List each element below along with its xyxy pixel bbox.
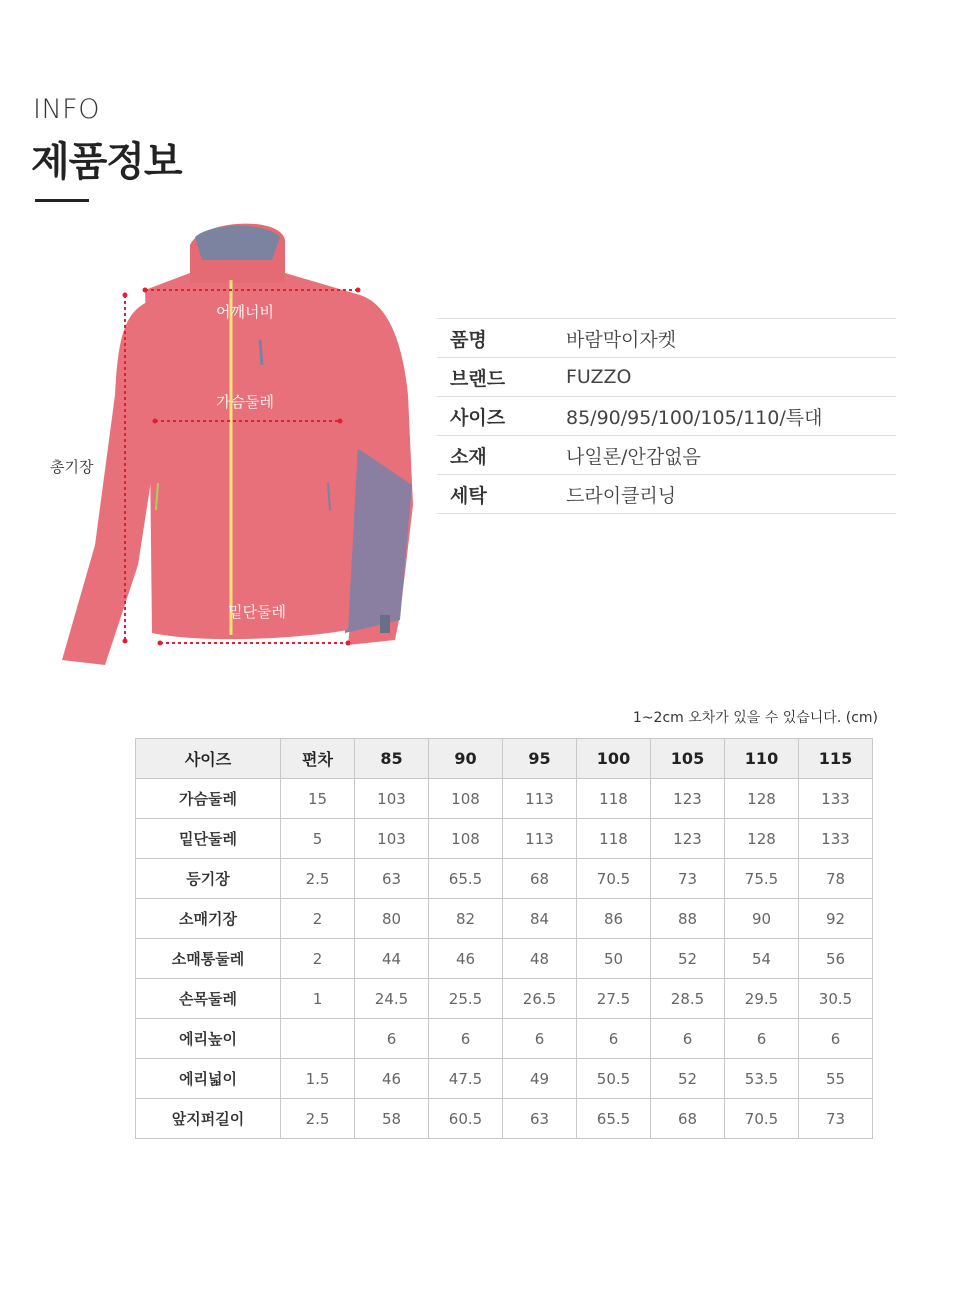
table-cell: 24.5 [355,979,429,1019]
table-row [136,979,873,1019]
table-cell: 6 [355,1019,429,1059]
info-key: 품명 [450,328,487,351]
table-row [136,779,873,819]
table-cell: 27.5 [577,979,651,1019]
section-title-en: INFO [33,94,100,125]
table-cell: 118 [577,779,651,819]
table-cell: 128 [725,819,799,859]
table-cell: 53.5 [725,1059,799,1099]
info-row-brand [437,358,896,397]
jacket-collar-lining [195,226,280,260]
table-cell: 55 [799,1059,873,1099]
table-cell: 103 [355,819,429,859]
table-cell: 63 [503,1099,577,1139]
table-cell: 113 [503,779,577,819]
table-cell: 46 [355,1059,429,1099]
table-cell: 65.5 [577,1099,651,1139]
row-header-cell: 에리넓이 [136,1059,281,1099]
title-underline [35,199,89,202]
table-cell: 92 [799,899,873,939]
table-cell: 2 [281,899,355,939]
row-header-cell: 앞지퍼길이 [136,1099,281,1139]
size-table [135,738,873,1139]
table-cell: 86 [577,899,651,939]
info-key: 소재 [450,445,487,468]
row-header-cell: 밑단둘레 [136,819,281,859]
row-header-cell: 등기장 [136,859,281,899]
table-cell: 6 [651,1019,725,1059]
table-cell: 133 [799,819,873,859]
section-title-ko: 제품정보 [31,139,182,185]
table-cell: 133 [799,779,873,819]
table-cell: 15 [281,779,355,819]
table-cell: 65.5 [429,859,503,899]
info-row-size [437,397,896,436]
chest-pocket-zip [260,340,262,365]
label-chest: 가슴둘레 [216,393,274,411]
table-cell: 44 [355,939,429,979]
table-cell: 48 [503,939,577,979]
jacket-cuff-tab [380,615,390,633]
header-cell: 90 [429,739,503,779]
table-cell: 2.5 [281,859,355,899]
table-cell: 2.5 [281,1099,355,1139]
table-cell: 68 [651,1099,725,1139]
table-row [136,1059,873,1099]
table-cell: 6 [725,1019,799,1059]
table-cell: 123 [651,779,725,819]
info-key: 사이즈 [450,406,506,429]
row-header-cell: 소매기장 [136,899,281,939]
header-cell: 95 [503,739,577,779]
info-row-material [437,436,896,475]
table-cell: 78 [799,859,873,899]
table-cell: 80 [355,899,429,939]
table-cell: 68 [503,859,577,899]
info-key: 브랜드 [450,367,506,390]
label-length: 총기장 [50,458,94,476]
table-cell: 82 [429,899,503,939]
table-cell: 63 [355,859,429,899]
header-cell: 110 [725,739,799,779]
table-cell: 25.5 [429,979,503,1019]
table-cell: 29.5 [725,979,799,1019]
table-cell [281,1019,355,1059]
table-cell: 113 [503,819,577,859]
info-value: 바람막이자켓 [566,328,677,351]
table-cell: 118 [577,819,651,859]
table-cell: 30.5 [799,979,873,1019]
jacket-body [145,273,360,639]
table-cell: 5 [281,819,355,859]
tolerance-note: 1~2cm 오차가 있을 수 있습니다. (cm) [632,710,878,726]
info-value: FUZZO [566,366,632,388]
table-cell: 54 [725,939,799,979]
table-cell: 56 [799,939,873,979]
table-cell: 103 [355,779,429,819]
table-row [136,859,873,899]
header-cell: 115 [799,739,873,779]
size-table-header-row [136,739,873,779]
table-cell: 58 [355,1099,429,1139]
table-cell: 70.5 [725,1099,799,1139]
table-cell: 108 [429,779,503,819]
row-header-cell: 손목둘레 [136,979,281,1019]
table-cell: 90 [725,899,799,939]
table-cell: 6 [503,1019,577,1059]
table-cell: 1.5 [281,1059,355,1099]
table-row [136,1019,873,1059]
header-cell: 사이즈 [136,739,281,779]
table-cell: 26.5 [503,979,577,1019]
table-cell: 49 [503,1059,577,1099]
table-cell: 73 [799,1099,873,1139]
table-row [136,1099,873,1139]
table-cell: 6 [799,1019,873,1059]
table-cell: 52 [651,939,725,979]
product-info-list [437,318,896,514]
label-hem: 밑단둘레 [228,603,286,621]
table-cell: 47.5 [429,1059,503,1099]
table-cell: 52 [651,1059,725,1099]
table-cell: 73 [651,859,725,899]
info-value: 드라이클리닝 [566,484,677,507]
row-header-cell: 소매통둘레 [136,939,281,979]
info-value: 85/90/95/100/105/110/특대 [566,406,823,429]
header-cell: 100 [577,739,651,779]
table-cell: 75.5 [725,859,799,899]
table-cell: 6 [429,1019,503,1059]
table-cell: 84 [503,899,577,939]
row-header-cell: 가슴둘레 [136,779,281,819]
table-cell: 46 [429,939,503,979]
table-cell: 50 [577,939,651,979]
info-row-washing [437,475,896,514]
table-cell: 128 [725,779,799,819]
header-cell: 85 [355,739,429,779]
table-row [136,819,873,859]
info-key: 세탁 [450,484,487,507]
header-cell: 편차 [281,739,355,779]
table-row [136,899,873,939]
label-shoulder: 어깨너비 [216,303,274,321]
table-cell: 123 [651,819,725,859]
table-cell: 1 [281,979,355,1019]
table-cell: 50.5 [577,1059,651,1099]
table-cell: 2 [281,939,355,979]
table-cell: 28.5 [651,979,725,1019]
row-header-cell: 에리높이 [136,1019,281,1059]
table-cell: 70.5 [577,859,651,899]
header-cell: 105 [651,739,725,779]
table-cell: 60.5 [429,1099,503,1139]
info-row-name [437,319,896,358]
table-cell: 108 [429,819,503,859]
jacket-left-sleeve [62,300,155,665]
table-row [136,939,873,979]
info-value: 나일론/안감없음 [566,445,701,468]
jacket-measurement-diagram [40,215,430,675]
table-cell: 88 [651,899,725,939]
table-cell: 6 [577,1019,651,1059]
